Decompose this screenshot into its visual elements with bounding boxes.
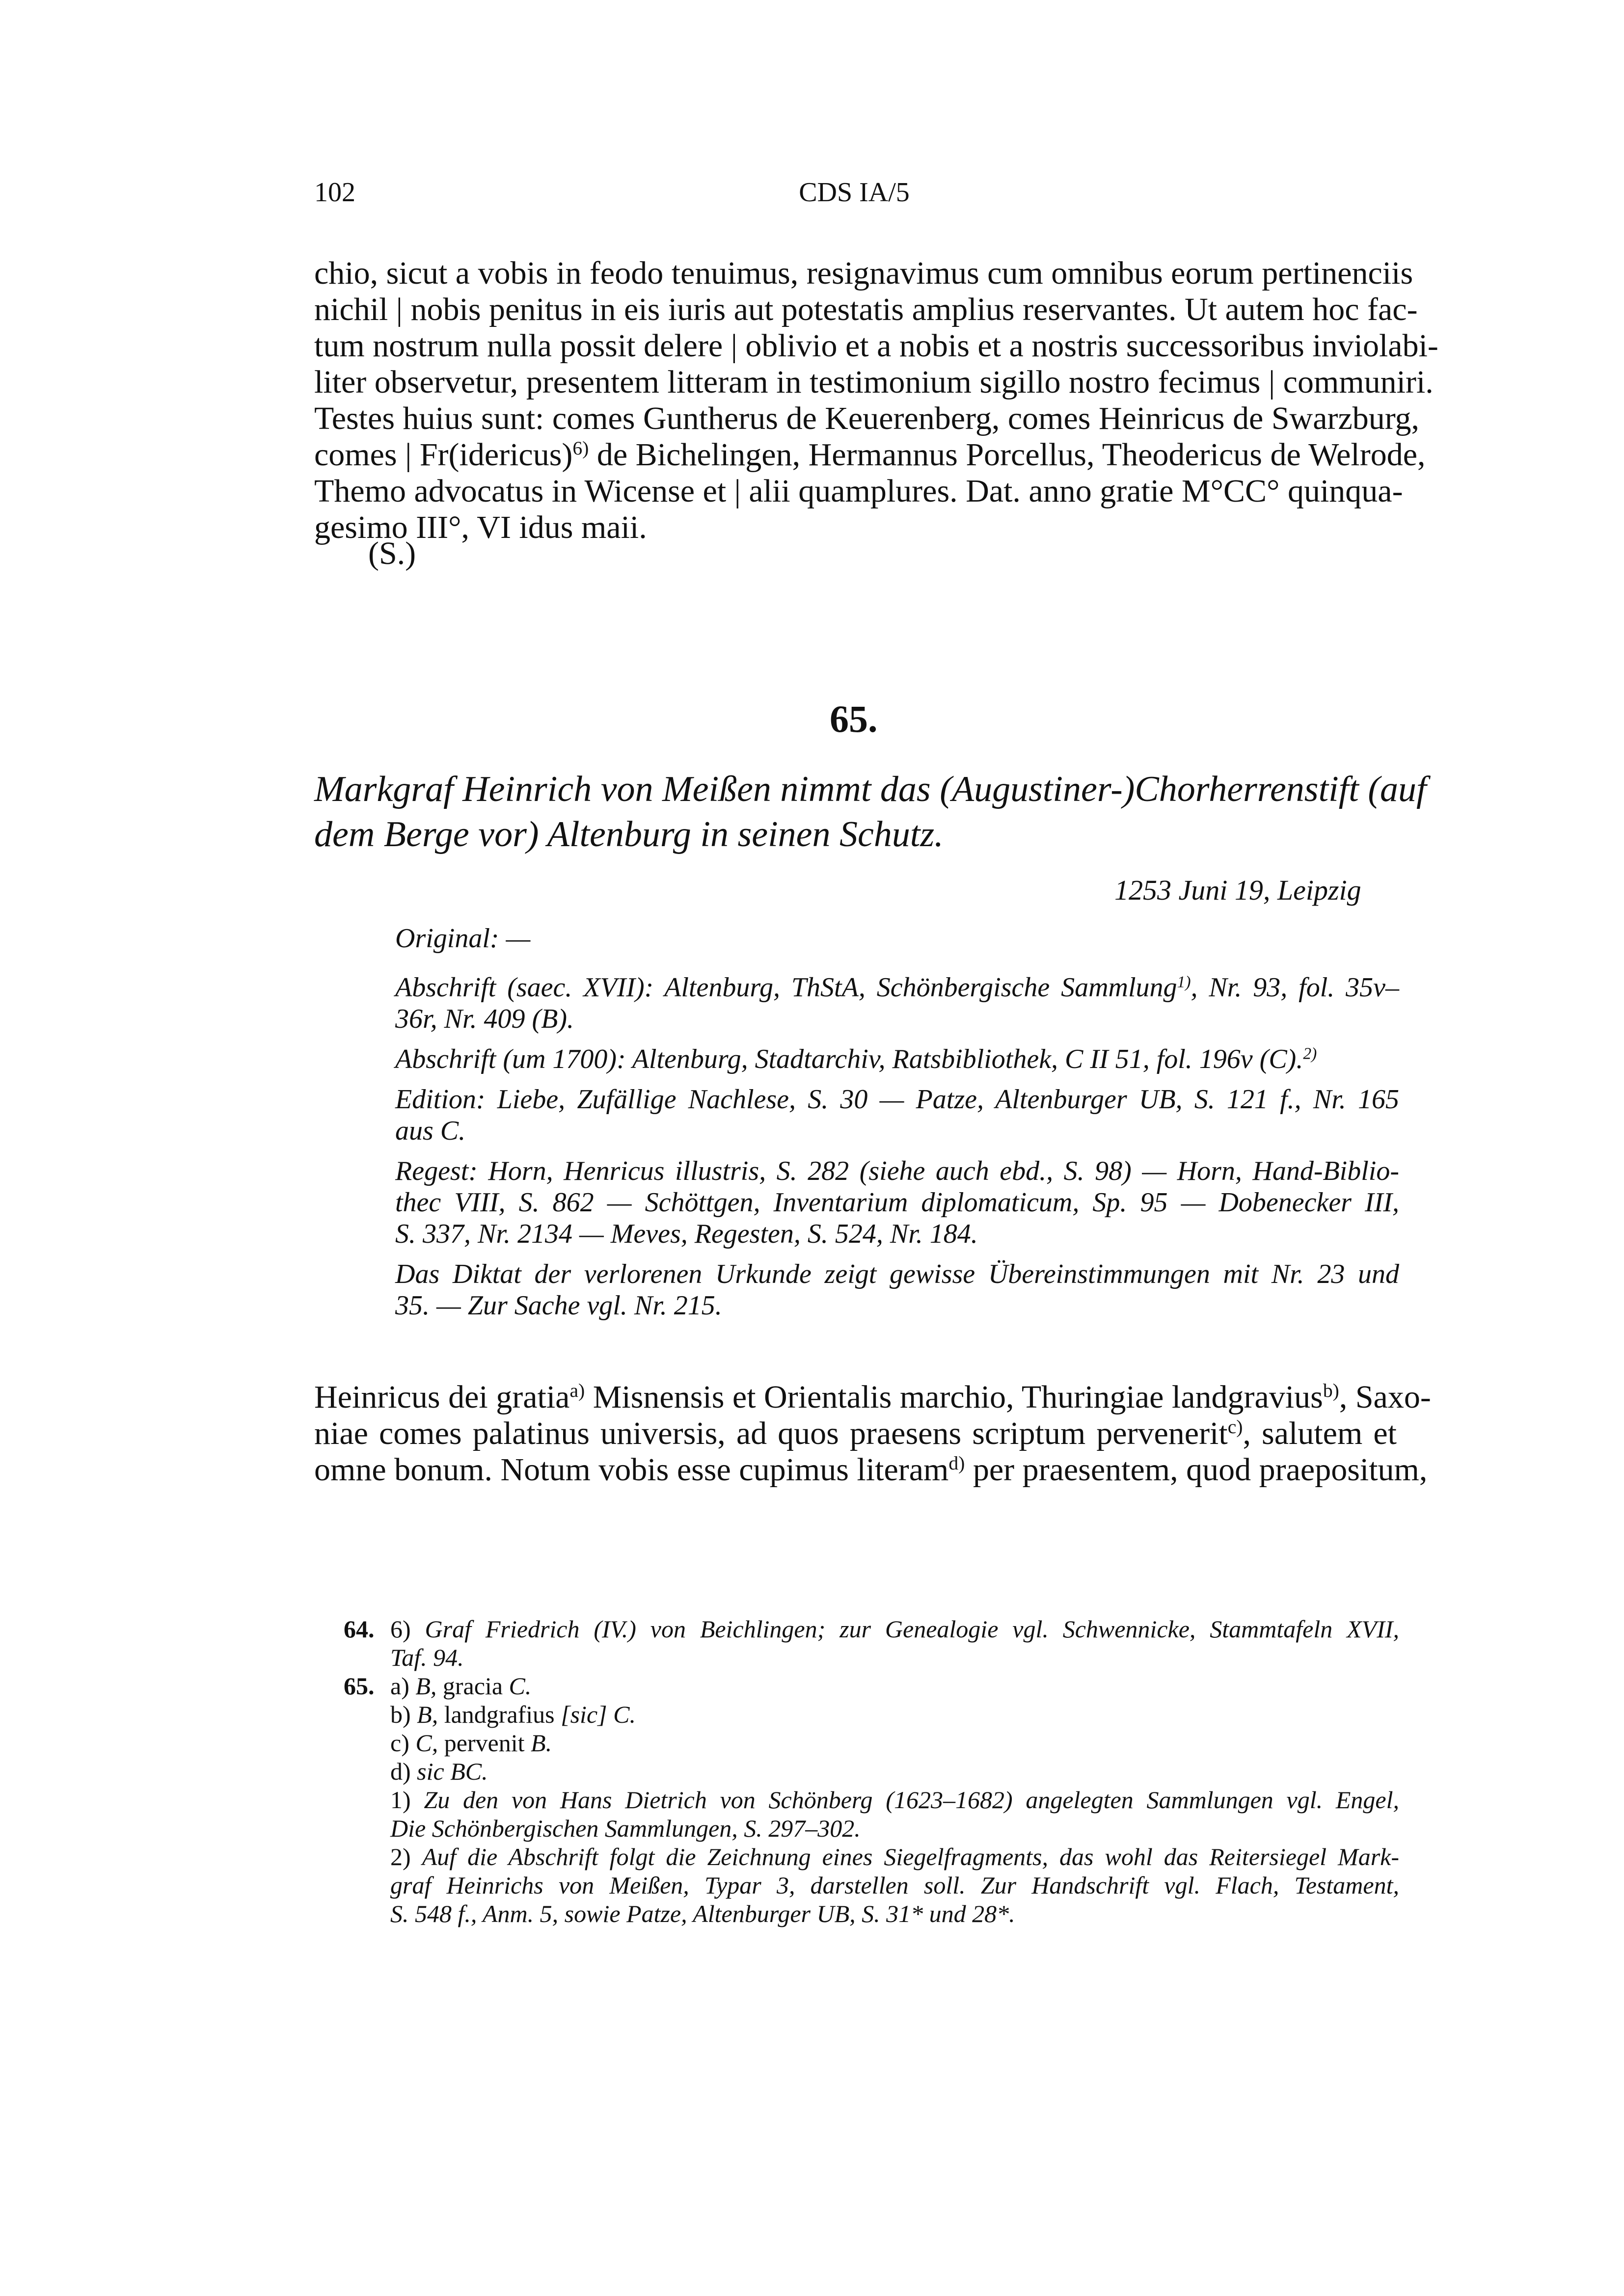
footnote-doc-number: 64. [344, 1615, 375, 1643]
footnote-line [390, 1786, 1399, 1814]
text-span: per praesentem, quod praepositum, [965, 1452, 1428, 1488]
footnote-line [390, 1672, 1399, 1700]
footnote-label: 6) [390, 1615, 411, 1643]
footnote-text: Graf Friedrich (IV.) von Beichlingen; zur Genealogie vgl. Schwennicke, Stammtafeln XVII, [425, 1615, 1399, 1643]
abschrift-c-text: Abschrift (um 1700): Altenburg, Stadtarchiv, Ratsbibliothek, C II 51, fol. 196v (C). [395, 1044, 1303, 1074]
footnote-line: graf Heinrichs von Meißen, Typar 3, darstellen soll. Zur Handschrift vgl. Flach, Testament, [390, 1871, 1399, 1899]
footnote-label: d) [390, 1758, 411, 1785]
footnote-line [390, 1729, 1399, 1757]
footnote-text: sic BC. [417, 1758, 488, 1785]
abschrift-b-text: Abschrift (saec. XVII): Altenburg, ThStA, Schönbergische Sammlung [395, 972, 1177, 1003]
footnote-sigla: C. [509, 1672, 532, 1700]
apparatus-regest-cont: S. 337, Nr. 2134 — Meves, Regesten, S. 524, Nr. 184. [395, 1219, 978, 1249]
text-span: Heinricus dei gratia [314, 1379, 570, 1415]
page-number: 102 [314, 177, 355, 208]
apparatus-edition-cont: aus C. [395, 1116, 466, 1146]
apparatus-abschrift-b-cont: 36r, Nr. 409 (B). [395, 1004, 574, 1034]
footnote-sigla: C, [415, 1729, 438, 1757]
apparatus-diktat-cont: 35. — Zur Sache vgl. Nr. 215. [395, 1290, 722, 1321]
footnote-label: 1) [390, 1786, 411, 1814]
footnote-sigla: [sic] C. [561, 1701, 636, 1728]
footnote-reading: landgrafius [444, 1701, 555, 1728]
footnote-text: Zu den von Hans Dietrich von Schönberg (1623–1682) angelegten Sammlungen vgl. Engel, [424, 1786, 1399, 1814]
footnote-line: Die Schönbergischen Sammlungen, S. 297–302. [390, 1815, 861, 1842]
document-number: 65. [830, 697, 878, 740]
page-header [314, 177, 1394, 216]
apparatus-ref-d: d) [948, 1452, 965, 1474]
footnote-label: a) [390, 1672, 409, 1700]
abschrift-b-text-2: , Nr. 93, fol. 35v– [1191, 972, 1399, 1003]
footnote-line [390, 1757, 1399, 1786]
running-head: CDS IA/5 [799, 177, 910, 208]
footnote-line: S. 548 f., Anm. 5, sowie Patze, Altenburger UB, S. 31* und 28*. [390, 1900, 1015, 1927]
apparatus-edition: Edition: Liebe, Zufällige Nachlese, S. 30 — Patze, Altenburger UB, S. 121 f., Nr. 165 [395, 1084, 1399, 1115]
apparatus-abschrift-c [395, 1043, 1399, 1075]
doc64-line6-start: comes | Fr(idericus) [314, 437, 573, 473]
footnote-reading: gracia [442, 1672, 503, 1700]
text-span: , salutem et [1243, 1415, 1397, 1451]
apparatus-abschrift-b [395, 972, 1399, 1003]
text-span: omne bonum. Notum vobis esse cupimus literam [314, 1452, 949, 1488]
footnote-line [390, 1700, 1399, 1729]
footnote-label: b) [390, 1701, 411, 1728]
apparatus-diktat: Das Diktat der verlorenen Urkunde zeigt gewisse Übereinstimmungen mit Nr. 23 und [395, 1259, 1399, 1289]
footnote-line [390, 1615, 1399, 1643]
footnote-label: c) [390, 1729, 409, 1757]
footnote-sigla: B, [415, 1672, 437, 1700]
footnotes [344, 1615, 1399, 1928]
doc65-line [314, 1452, 1428, 1488]
footnote-sigla: B, [417, 1701, 438, 1728]
doc65-text [314, 1379, 1431, 1488]
footnote-line [390, 1842, 1399, 1871]
doc65-line [314, 1415, 1397, 1452]
doc64-line: Themo advocatus in Wicense et | alii quamplures. Dat. anno gratie M°CC° quinqua- [314, 473, 1403, 509]
doc64-line: nichil | nobis penitus in eis iuris aut potestatis amplius reservantes. Ut autem hoc fac- [314, 292, 1418, 327]
footnote-reading: pervenit [444, 1729, 525, 1757]
note-ref-2: 2) [1303, 1044, 1317, 1063]
doc64-line: liter observetur, presentem litteram in testimonium sigillo nostro fecimus | communiri. [314, 364, 1434, 400]
doc64-line: chio, sicut a vobis in feodo tenuimus, resignavimus cum omnibus eorum pertinenciis [314, 255, 1413, 291]
footnote-label: 2) [390, 1843, 411, 1870]
regest-line: dem Berge vor) Altenburg in seinen Schutz. [314, 814, 944, 854]
text-span: , Saxo- [1339, 1379, 1431, 1415]
apparatus-ref-b: b) [1323, 1380, 1339, 1402]
footnote-text: Auf die Abschrift folgt die Zeichnung eines Siegelfragments, das wohl das Reitersiegel Mark- [422, 1843, 1400, 1870]
footnote-64 [344, 1615, 1399, 1672]
doc64-line: gesimo III°, VI idus maii. [314, 509, 647, 545]
doc64-line: tum nostrum nulla possit delere | oblivio et a nobis et a nostris successoribus inviolabi- [314, 328, 1438, 364]
footnote-doc-number: 65. [344, 1672, 375, 1700]
apparatus-regest: Regest: Horn, Henricus illustris, S. 282 (siehe auch ebd., S. 98) — Horn, Hand-Biblio- [395, 1156, 1399, 1186]
document-regest [314, 767, 1427, 857]
doc64-line6-rest: de Bichelingen, Hermannus Porcellus, Theodericus de Welrode, [589, 437, 1426, 473]
doc64-line-with-note [314, 437, 1426, 473]
source-apparatus [395, 923, 1399, 1321]
text-span: niae comes palatinus universis, ad quos praesens scriptum pervenerit [314, 1415, 1228, 1451]
footnote-sigla: B. [531, 1729, 552, 1757]
apparatus-original: Original: — [395, 923, 531, 954]
apparatus-ref-a: a) [569, 1380, 585, 1402]
doc65-line [314, 1379, 1431, 1415]
footnote-ref-6: 6) [572, 437, 589, 459]
date-place: 1253 Juni 19, Leipzig [1114, 874, 1361, 906]
regest-line: Markgraf Heinrich von Meißen nimmt das (Augustiner-)Chorherrenstift (auf [314, 769, 1427, 809]
footnote-65 [344, 1672, 1399, 1928]
seal-mark: (S.) [368, 535, 416, 571]
text-span: Misnensis et Orientalis marchio, Thuringiae landgravius [585, 1379, 1323, 1415]
footnote-line: Taf. 94. [390, 1644, 464, 1671]
doc64-text [314, 255, 1438, 546]
apparatus-ref-c: c) [1227, 1416, 1243, 1438]
note-ref-1: 1) [1177, 973, 1191, 991]
doc64-line: Testes huius sunt: comes Guntherus de Keuerenberg, comes Heinricus de Swarzburg, [314, 400, 1420, 436]
apparatus-regest-cont: thec VIII, S. 862 — Schöttgen, Inventarium diplomaticum, Sp. 95 — Dobenecker III, [395, 1187, 1399, 1218]
